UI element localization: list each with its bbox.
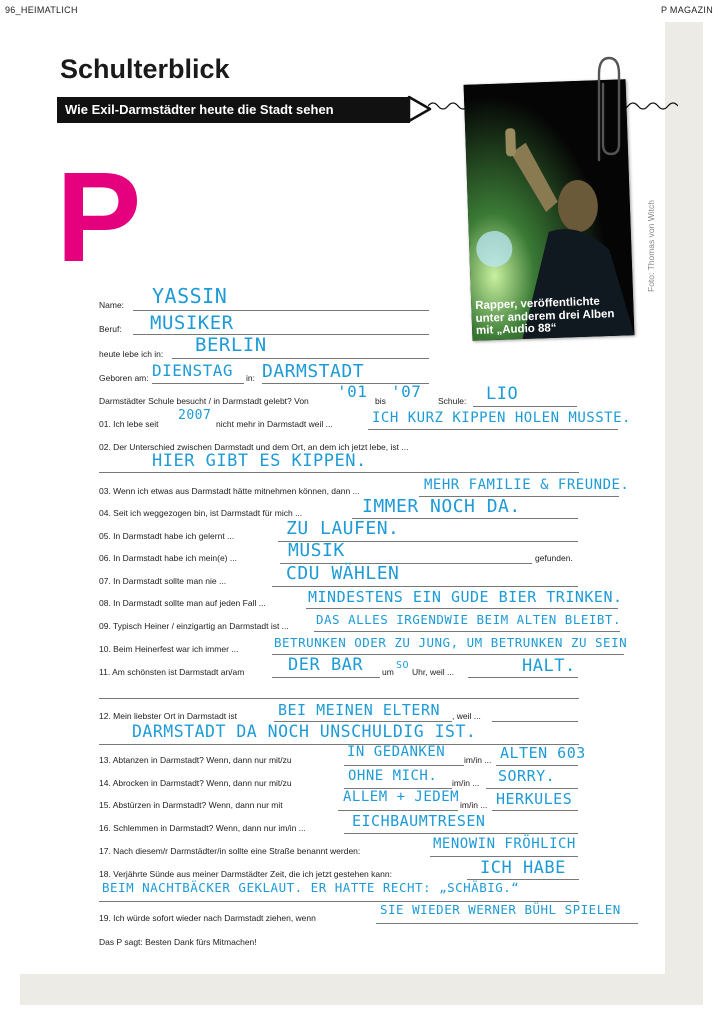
answer-line [473,406,577,407]
question-18-answer-b: BEIM NACHTBÄCKER GEKLAUT. ER HATTE RECHT: „SCHÄBIG.“ [102,880,520,895]
question-14-in: im/in ... [452,778,480,788]
photo-caption [475,294,646,337]
question-08: 08. In Darmstadt sollte man auf jeden Fall ... [99,598,266,608]
question-13-in: im/in ... [464,755,492,765]
answer-line [99,472,579,473]
question-14-answer: OHNE MICH. [348,768,438,784]
name-label: Name: [99,300,125,310]
question-11-reason: HALT. [522,656,576,676]
form-footer: Das P sagt: Besten Dank fürs Mitmachen! [99,937,257,947]
article-subtitle: Wie Exil-Darmstädter heute die Stadt sehen [65,102,334,117]
question-11-time: SO [396,660,410,671]
answer-line [99,698,579,699]
question-14-place: SORRY. [498,767,556,785]
name-answer: YASSIN [152,284,228,308]
question-17: 17. Nach diesem/r Darmstädter/in sollte eine Straße benannt werden: [99,846,361,856]
question-19: 19. Ich würde sofort wieder nach Darmstadt ziehen, wenn [99,913,316,923]
question-04: 04. Seit ich weggezogen bin, ist Darmstadt für mich ... [99,508,303,518]
answer-line [338,810,458,811]
question-14: 14. Abrocken in Darmstadt? Wenn, dann nur mit/zu [99,778,292,788]
question-09-answer: DAS ALLES IRGENDWIE BEIM ALTEN BLEIBT. [316,612,621,627]
schule-school-label: Schule: [438,396,467,406]
question-13: 13. Abtanzen in Darmstadt? Wenn, dann nur mit/zu [99,755,292,765]
paperclip-icon [590,52,624,164]
question-06-end: gefunden. [535,553,573,563]
answer-line [133,310,429,311]
answer-line [344,765,464,766]
question-15-answer: ALLEM + JEDEM [343,789,460,805]
answer-line [172,358,429,359]
question-06-answer: MUSIK [288,540,345,561]
answer-line [486,788,578,789]
heute-label: heute lebe ich in: [99,349,164,359]
question-18: 18. Verjährte Sünde aus meiner Darmstädter Zeit, die ich jetzt gestehen kann: [99,869,392,879]
question-16: 16. Schlemmen in Darmstadt? Wenn, dann nur im/in ... [99,823,306,833]
question-05: 05. In Darmstadt habe ich gelernt ... [99,531,235,541]
question-12-a: 12. Mein liebster Ort in Darmstadt ist [99,711,237,721]
beruf-label: Beruf: [99,324,122,334]
question-01-answer: ICH KURZ KIPPEN HOLEN MUSSTE. [372,410,631,426]
heute-answer: BERLIN [195,334,267,356]
question-16-answer: EICHBAUMTRESEN [352,812,486,830]
answer-line [376,923,638,924]
question-15-place: HERKULES [496,790,573,808]
beruf-answer: MUSIKER [150,312,234,334]
question-13-answer: IN GEDANKEN [347,744,446,760]
question-05-answer: ZU LAUFEN. [286,518,400,539]
answer-line [468,677,578,678]
schule-to-answer: '07 [391,382,422,401]
answer-line [152,383,244,384]
question-08-answer: MINDESTENS EIN GUDE BIER TRINKEN. [308,588,623,606]
question-01-year: 2007 [178,408,212,423]
question-03-answer: MEHR FAMILIE & FREUNDE. [424,477,630,493]
answer-line [492,721,578,722]
question-02-answer: HIER GIBT ES KIPPEN. [152,451,367,471]
question-11-a: 11. Am schönsten ist Darmstadt an/am [99,667,245,677]
question-15: 15. Abstürzen in Darmstadt? Wenn, dann nur mit [99,800,283,810]
question-15-in: im/in ... [460,800,488,810]
question-18-answer-a: ICH HABE [480,858,566,878]
magazine-label: P MAGAZIN [660,5,713,15]
question-10-answer: BETRUNKEN ODER ZU JUNG, UM BETRUNKEN ZU SEIN [274,635,628,650]
answer-line [492,810,578,811]
geboren-in-label: in: [246,373,255,383]
question-01-a: 01. Ich lebe seit [99,419,159,429]
answer-line [344,833,578,834]
magazine-p-logo: P [56,146,142,289]
schule-from-answer: '01 [337,382,368,401]
geboren-label: Geboren am: [99,373,149,383]
page-header [0,0,721,22]
question-07-answer: CDU WÄHLEN [286,563,400,584]
answer-line [496,765,578,766]
question-12-b: , weil ... [452,711,481,721]
answer-line [272,586,578,587]
answer-line [430,856,578,857]
question-19-answer: SIE WIEDER WERNER BÜHL SPIELEN [380,902,621,917]
caption-line-3: mit „Audio 88“ [475,322,557,337]
answer-line [133,334,429,335]
answer-line [272,677,380,678]
question-09: 09. Typisch Heiner / einzigartig an Darmstadt ist ... [99,621,289,631]
question-17-answer: MENOWIN FRÖHLICH [433,836,576,852]
caption-line-1: Rapper, veröffentlichte [475,295,600,312]
answer-line [368,429,618,430]
caption-line-2: unter anderem drei Alben [475,307,615,325]
question-10: 10. Beim Heinerfest war ich immer ... [99,644,239,654]
question-02: 02. Der Unterschied zwischen Darmstadt und dem Ort, an dem ich jetzt lebe, ist ... [99,442,409,452]
question-12-answer: BEI MEINEN ELTERN [278,701,441,719]
article-title: Schulterblick [60,54,230,84]
question-03: 03. Wenn ich etwas aus Darmstadt hätte mitnehmen können, dann ... [99,486,360,496]
geboren-day-answer: DIENSTAG [152,361,234,380]
schule-bis-label: bis [375,396,386,406]
schule-answer: LIO [486,384,519,404]
photo-credit: Foto: Thomas von Witch [646,200,656,292]
question-11-answer: DER BAR [288,655,364,675]
question-04-answer: IMMER NOCH DA. [362,496,521,517]
answer-line [306,608,618,609]
geboren-place-answer: DARMSTADT [262,361,365,382]
question-06: 06. In Darmstadt habe ich mein(e) ... [99,553,237,563]
question-12-reason: DARMSTADT DA NOCH UNSCHULDIG IST. [132,722,477,741]
question-11-b: um [382,667,394,677]
question-01-b: nicht mehr in Darmstadt weil ... [216,419,333,429]
question-07: 07. In Darmstadt sollte man nie ... [99,576,227,586]
answer-line [314,631,620,632]
page-section-label: 96_HEIMATLICH [5,5,78,15]
question-13-place: ALTEN 603 [500,744,586,762]
subtitle-bar [57,97,410,123]
question-11-c: Uhr, weil ... [412,667,455,677]
schule-label: Darmstädter Schule besucht / in Darmstadt gelebt? Von [99,396,309,406]
